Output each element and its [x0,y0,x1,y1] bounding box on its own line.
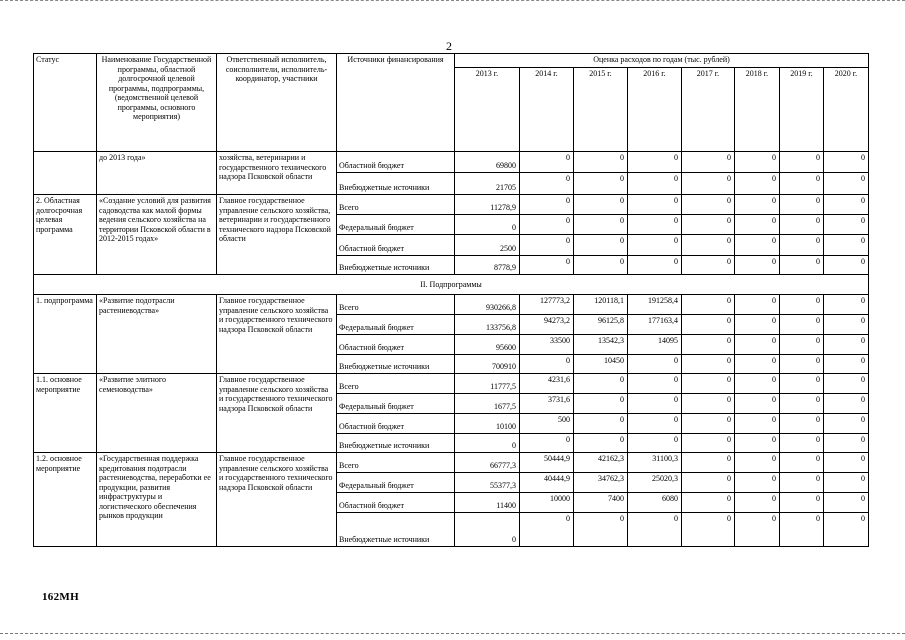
value-cell: 14095 [628,335,682,355]
value-cell: 191258,4 [628,295,682,315]
table-row [34,152,869,173]
value-cell: 0 [735,295,780,315]
value-cell: 0 [628,355,682,374]
value-cell: 120118,1 [574,295,628,315]
value-cell: 0 [574,173,628,195]
value-cell: 0 [682,215,735,235]
value-cell: 0 [780,195,824,215]
value-cell: 0 [574,374,628,394]
value-cell: 0 [780,434,824,453]
source-cell: Областной бюджет [337,235,455,256]
value-cell: 1677,5 [455,394,520,414]
value-cell: 0 [824,473,869,493]
year-header: 2014 г. [520,68,574,152]
value-cell: 69800 [455,152,520,173]
value-cell: 0 [520,215,574,235]
program-name-cell: «Создание условий для развития садоводства как малой формы ведения сельского хозяйства на территории Псковской области в 2012-2015 годах» [97,195,217,275]
value-cell: 0 [824,195,869,215]
value-cell: 0 [780,394,824,414]
value-cell: 0 [735,235,780,256]
value-cell: 0 [682,453,735,473]
source-cell: Внебюджетные источники [337,355,455,374]
value-cell: 94273,2 [520,315,574,335]
value-cell: 0 [780,453,824,473]
value-cell: 0 [735,513,780,547]
value-cell: 0 [628,173,682,195]
table-row [34,295,869,315]
value-cell: 0 [824,355,869,374]
value-cell: 0 [735,374,780,394]
value-cell: 33500 [520,335,574,355]
value-cell: 2500 [455,235,520,256]
value-cell: 0 [682,256,735,275]
value-cell: 7400 [574,493,628,513]
value-cell: 0 [574,434,628,453]
footer-code: 162МН [42,591,79,603]
value-cell: 0 [735,434,780,453]
value-cell: 0 [735,215,780,235]
value-cell: 0 [682,414,735,434]
value-cell: 0 [455,434,520,453]
value-cell: 0 [780,374,824,394]
value-cell: 0 [682,173,735,195]
page-number: 2 [446,39,452,53]
value-cell: 0 [682,434,735,453]
value-cell: 0 [780,256,824,275]
source-cell: Всего [337,295,455,315]
responsible-cell: Главное государственное управление сельского хозяйства, ветеринарии и государственного технического надзора Псковской области [217,195,337,275]
status-cell: 1. подпрограмма [34,295,97,374]
value-cell: 34762,3 [574,473,628,493]
year-header: 2018 г. [735,68,780,152]
responsible-cell: хозяйства, ветеринарии и государственного технического надзора Псковской области [217,152,337,195]
value-cell: 0 [628,215,682,235]
value-cell: 0 [682,493,735,513]
header-row [34,54,869,68]
program-name-cell: до 2013 года» [97,152,217,195]
value-cell: 0 [824,295,869,315]
year-header: 2019 г. [780,68,824,152]
value-cell: 0 [682,152,735,173]
value-cell: 0 [628,434,682,453]
value-cell: 0 [735,315,780,335]
value-cell: 0 [520,235,574,256]
value-cell: 11278,9 [455,195,520,215]
year-header: 2013 г. [455,68,520,152]
value-cell: 0 [780,414,824,434]
value-cell: 0 [824,493,869,513]
source-cell: Областной бюджет [337,414,455,434]
value-cell: 0 [574,394,628,414]
value-cell: 55377,3 [455,473,520,493]
value-cell: 0 [628,414,682,434]
header-name: Наименование Государственной программы, областной долгосрочной целевой программы, подпрограммы, (ведомственной целевой программы, основного мероприятия) [97,54,217,152]
value-cell: 0 [780,173,824,195]
value-cell: 0 [520,195,574,215]
source-cell: Внебюджетные источники [337,434,455,453]
value-cell: 0 [824,374,869,394]
value-cell: 0 [682,355,735,374]
value-cell: 21705 [455,173,520,195]
value-cell: 0 [780,295,824,315]
header-estimate: Оценка расходов по годам (тыс. рублей) [455,54,869,68]
value-cell: 50444,9 [520,453,574,473]
value-cell: 0 [735,335,780,355]
value-cell: 0 [824,335,869,355]
value-cell: 0 [682,335,735,355]
value-cell: 0 [735,493,780,513]
value-cell: 0 [682,295,735,315]
value-cell: 127773,2 [520,295,574,315]
value-cell: 0 [735,394,780,414]
header-responsible: Ответственный исполнитель, соисполнители, исполнитель-координатор, участники [217,54,337,152]
source-cell: Областной бюджет [337,335,455,355]
source-cell: Всего [337,453,455,473]
value-cell: 8778,9 [455,256,520,275]
value-cell: 0 [574,152,628,173]
year-header: 2015 г. [574,68,628,152]
value-cell: 0 [824,414,869,434]
value-cell: 0 [780,473,824,493]
value-cell: 0 [628,374,682,394]
year-header: 2016 г. [628,68,682,152]
value-cell: 0 [628,513,682,547]
value-cell: 0 [628,256,682,275]
value-cell: 0 [682,374,735,394]
value-cell: 0 [780,152,824,173]
program-name-cell: «Государственная поддержка кредитования подотрасли растениеводства, переработки ее продукции, развития инфраструктуры и логистического обеспечения рынков продукции [97,453,217,547]
source-cell: Федеральный бюджет [337,315,455,335]
value-cell: 0 [735,256,780,275]
value-cell: 0 [780,235,824,256]
program-name-cell: «Развитие подотрасли растениеводства» [97,295,217,374]
value-cell: 0 [682,513,735,547]
value-cell: 25020,3 [628,473,682,493]
value-cell: 0 [735,355,780,374]
value-cell: 0 [574,513,628,547]
status-cell [34,152,97,195]
value-cell: 0 [824,513,869,547]
value-cell: 0 [780,215,824,235]
value-cell: 0 [824,394,869,414]
scan-edge-top [0,0,905,4]
value-cell: 0 [682,473,735,493]
value-cell: 42162,3 [574,453,628,473]
value-cell: 0 [628,394,682,414]
table-row [34,374,869,394]
value-cell: 13542,3 [574,335,628,355]
value-cell: 0 [455,513,520,547]
value-cell: 0 [682,195,735,215]
value-cell: 11400 [455,493,520,513]
value-cell: 11777,5 [455,374,520,394]
value-cell: 0 [628,195,682,215]
table-row [34,195,869,215]
responsible-cell: Главное государственное управление сельского хозяйства и государственного технического надзора Псковской области [217,453,337,547]
value-cell: 0 [574,215,628,235]
value-cell: 0 [735,414,780,434]
expenses-table [33,53,869,547]
value-cell: 0 [824,173,869,195]
value-cell: 10100 [455,414,520,434]
value-cell: 0 [780,315,824,335]
value-cell: 6080 [628,493,682,513]
status-cell: 1.2. основное мероприятие [34,453,97,547]
section-row [34,275,869,295]
header-status: Статус [34,54,97,152]
responsible-cell: Главное государственное управление сельского хозяйства и государственного технического надзора Псковской области [217,295,337,374]
value-cell: 0 [824,152,869,173]
value-cell: 0 [735,453,780,473]
source-cell: Федеральный бюджет [337,215,455,235]
value-cell: 930266,8 [455,295,520,315]
value-cell: 0 [682,315,735,335]
source-cell: Федеральный бюджет [337,473,455,493]
value-cell: 96125,8 [574,315,628,335]
responsible-cell: Главное государственное управление сельского хозяйства и государственного технического надзора Псковской области [217,374,337,453]
source-cell: Областной бюджет [337,493,455,513]
source-cell: Всего [337,374,455,394]
value-cell: 10000 [520,493,574,513]
value-cell: 0 [682,394,735,414]
value-cell: 0 [520,513,574,547]
value-cell: 66777,3 [455,453,520,473]
value-cell: 133756,8 [455,315,520,335]
source-cell: Областной бюджет [337,152,455,173]
value-cell: 0 [520,173,574,195]
value-cell: 0 [682,235,735,256]
value-cell: 0 [824,256,869,275]
value-cell: 0 [735,473,780,493]
source-cell: Федеральный бюджет [337,394,455,414]
value-cell: 0 [735,152,780,173]
value-cell: 0 [780,513,824,547]
value-cell: 0 [520,256,574,275]
value-cell: 0 [824,434,869,453]
source-cell: Внебюджетные источники [337,513,455,547]
source-cell: Всего [337,195,455,215]
program-name-cell: «Развитие элитного семеноводства» [97,374,217,453]
value-cell: 31100,3 [628,453,682,473]
value-cell: 0 [824,235,869,256]
value-cell: 0 [735,173,780,195]
scan-edge-bottom [0,633,905,635]
table-row [34,453,869,473]
status-cell: 1.1. основное мероприятие [34,374,97,453]
value-cell: 0 [520,152,574,173]
value-cell: 10450 [574,355,628,374]
value-cell: 0 [735,195,780,215]
value-cell: 0 [574,195,628,215]
value-cell: 0 [824,453,869,473]
value-cell: 0 [824,215,869,235]
year-header: 2017 г. [682,68,735,152]
value-cell: 700910 [455,355,520,374]
value-cell: 0 [780,493,824,513]
source-cell: Внебюджетные источники [337,173,455,195]
value-cell: 0 [520,355,574,374]
value-cell: 500 [520,414,574,434]
value-cell: 0 [574,256,628,275]
status-cell: 2. Областная долгосрочная целевая программа [34,195,97,275]
value-cell: 0 [520,434,574,453]
section-title: II. Подпрограммы [34,275,869,295]
value-cell: 95600 [455,335,520,355]
value-cell: 0 [628,235,682,256]
value-cell: 177163,4 [628,315,682,335]
value-cell: 0 [574,414,628,434]
value-cell: 0 [574,235,628,256]
value-cell: 0 [780,355,824,374]
value-cell: 3731,6 [520,394,574,414]
value-cell: 0 [628,152,682,173]
value-cell: 0 [780,335,824,355]
source-cell: Внебюджетные источники [337,256,455,275]
value-cell: 4231,6 [520,374,574,394]
year-header: 2020 г. [824,68,869,152]
value-cell: 0 [824,315,869,335]
header-sources: Источники финансирования [337,54,455,152]
value-cell: 0 [455,215,520,235]
value-cell: 40444,9 [520,473,574,493]
